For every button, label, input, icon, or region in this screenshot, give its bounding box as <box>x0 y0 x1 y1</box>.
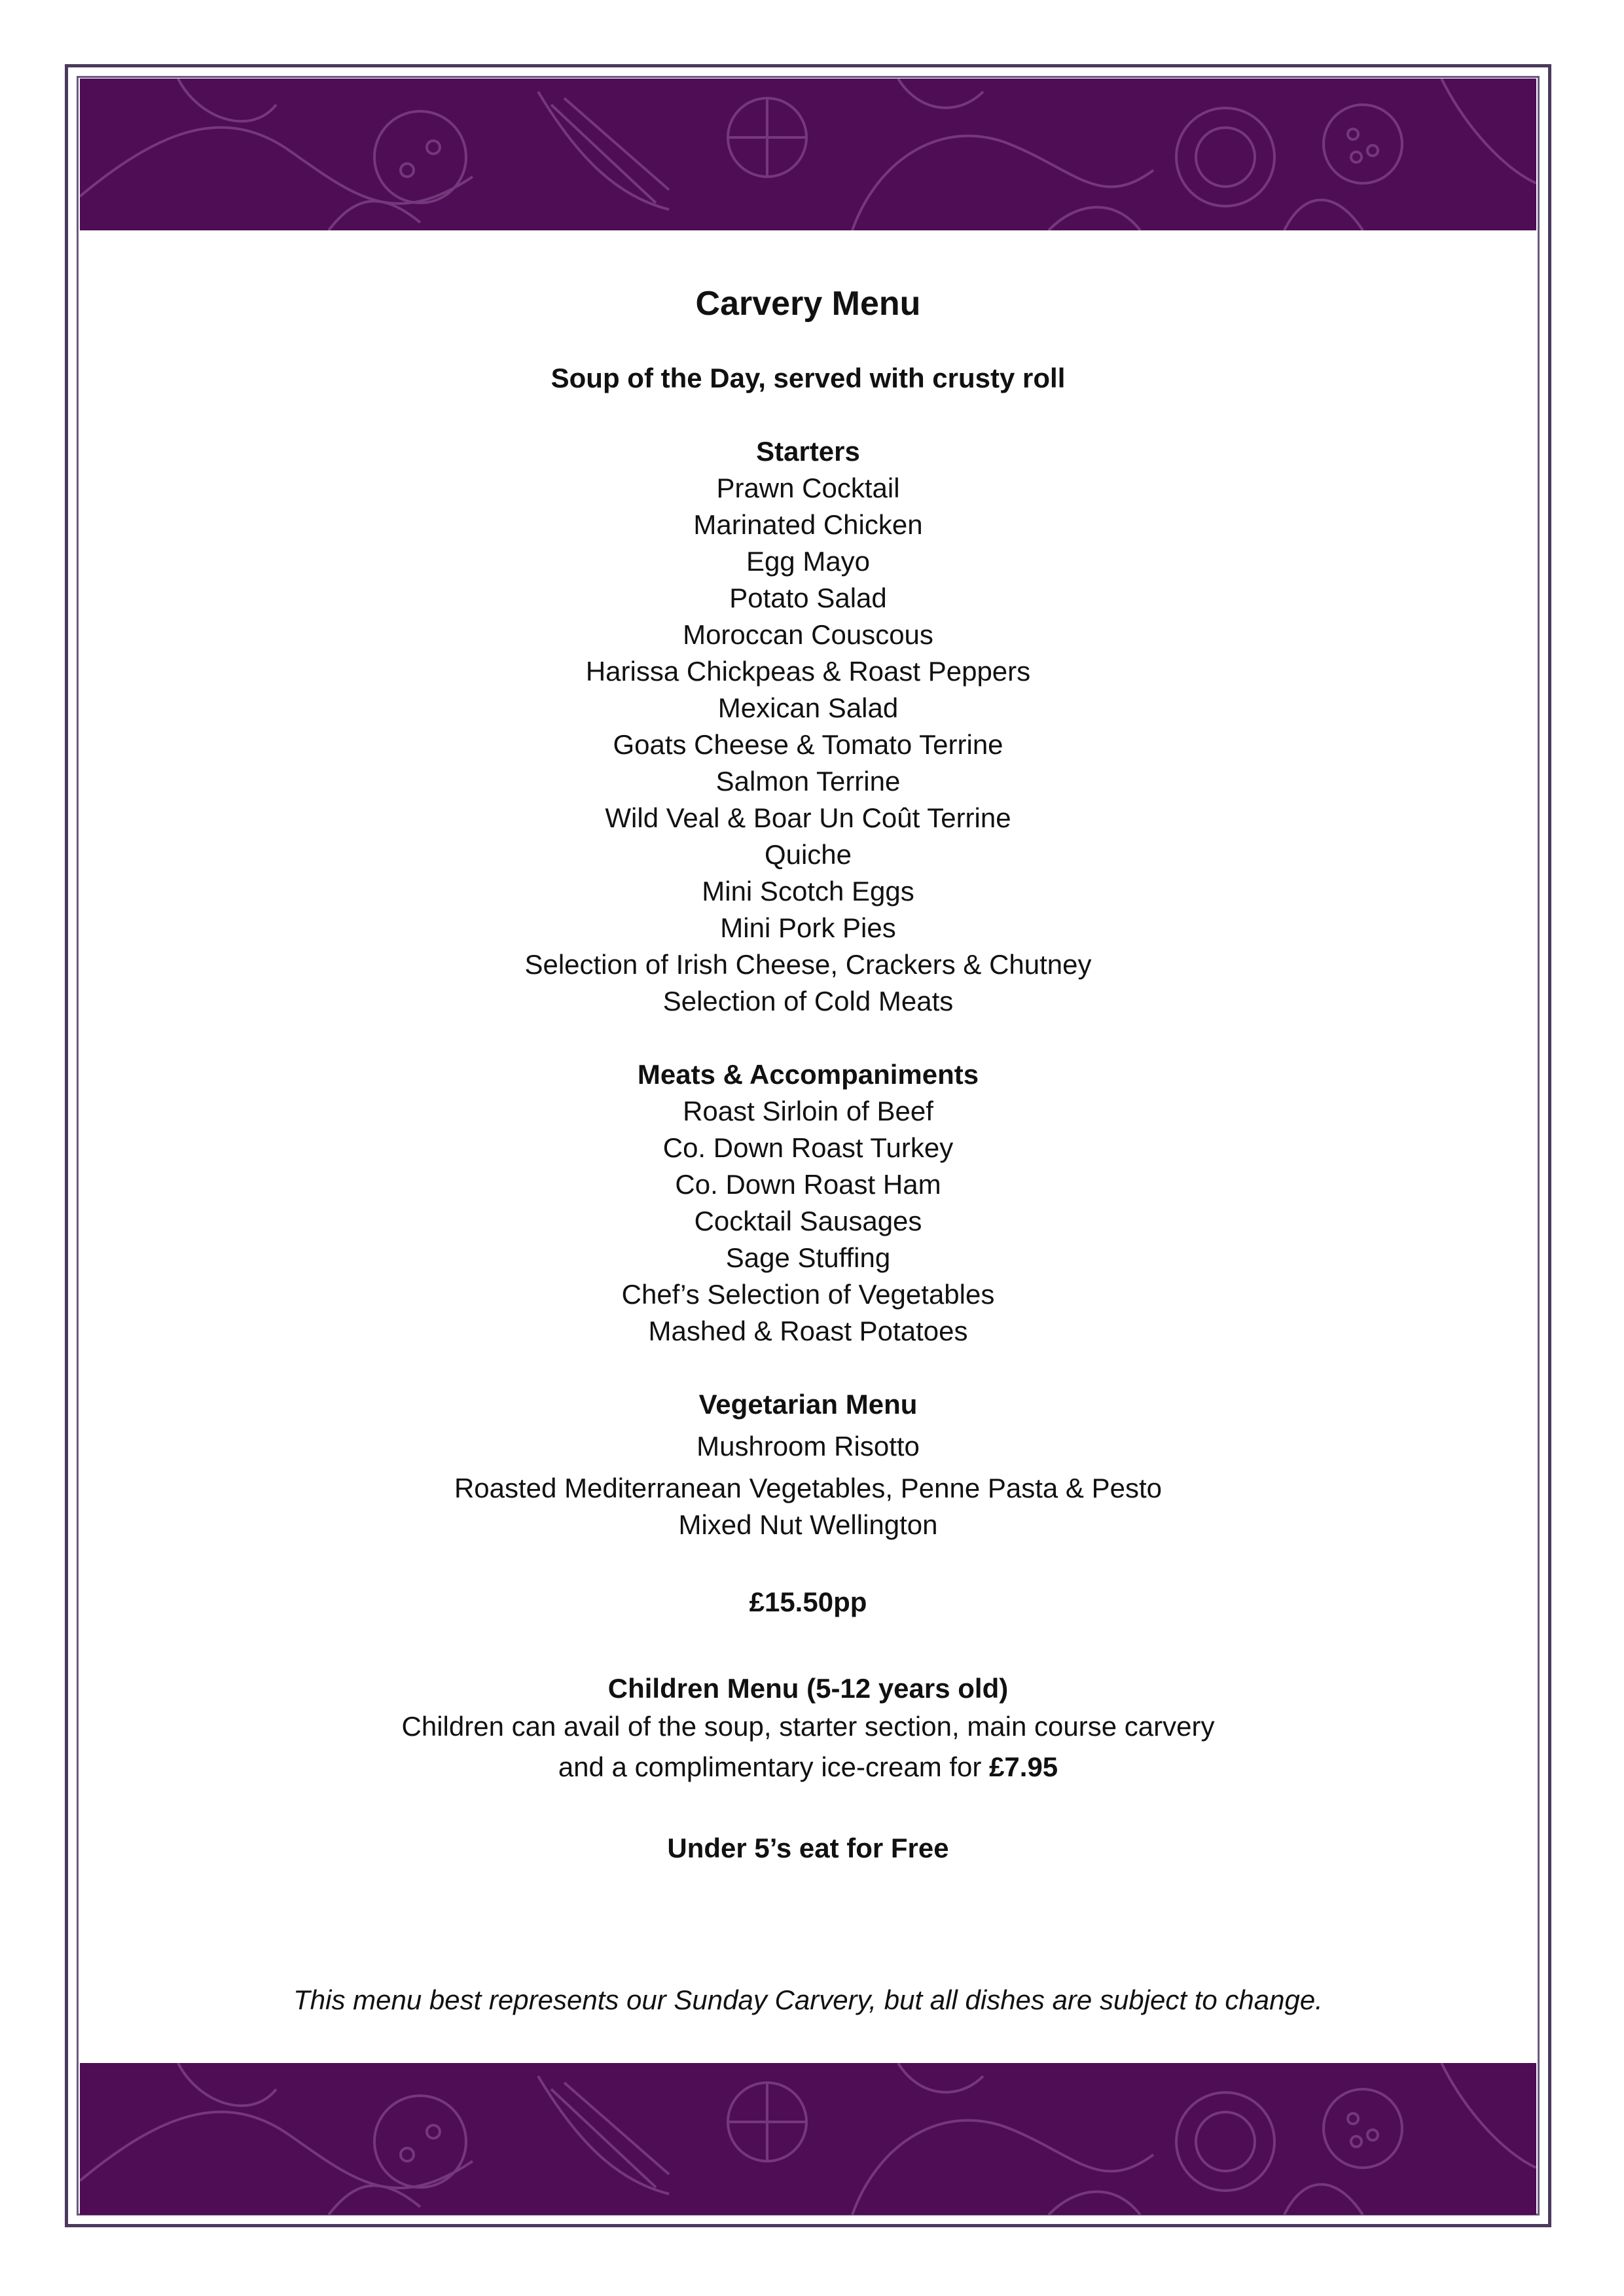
meat-item: Co. Down Roast Turkey <box>662 1132 954 1163</box>
menu-content <box>80 230 1536 2063</box>
vegetarian-item: Mixed Nut Wellington <box>678 1509 938 1540</box>
starter-item: Selection of Cold Meats <box>662 986 954 1016</box>
starter-item: Quiche <box>764 839 852 870</box>
decorative-footer-band <box>80 2063 1536 2215</box>
food-doodle-pattern <box>80 2063 1536 2215</box>
starter-item: Mexican Salad <box>717 692 899 723</box>
starter-item: Mini Pork Pies <box>720 912 896 943</box>
menu-title: Carvery Menu <box>695 285 921 323</box>
children-description: Children can avail of the soup, starter section, main course carvery <box>401 1711 1215 1742</box>
starter-item: Potato Salad <box>729 583 887 613</box>
vegetarian-item: Roasted Mediterranean Vegetables, Penne Pasta & Pesto <box>454 1473 1163 1503</box>
meats-heading: Meats & Accompaniments <box>637 1059 979 1090</box>
children-description-line2 <box>80 1749 1536 1785</box>
meat-item: Co. Down Roast Ham <box>675 1169 941 1200</box>
starter-item: Goats Cheese & Tomato Terrine <box>613 729 1003 760</box>
food-doodle-pattern <box>80 79 1536 230</box>
vegetarian-item: Mushroom Risotto <box>696 1431 920 1462</box>
starter-item: Mini Scotch Eggs <box>702 876 914 906</box>
starter-item: Selection of Irish Cheese, Crackers & Chutney <box>524 949 1092 980</box>
under-five-free: Under 5’s eat for Free <box>667 1833 949 1863</box>
meat-item: Mashed & Roast Potatoes <box>648 1316 968 1346</box>
meat-item: Sage Stuffing <box>725 1242 891 1273</box>
starter-item: Prawn Cocktail <box>716 473 900 503</box>
starter-item: Salmon Terrine <box>715 766 901 797</box>
children-price: £7.95 <box>989 1751 1058 1782</box>
starter-item: Wild Veal & Boar Un Coût Terrine <box>605 802 1011 833</box>
starter-item: Harissa Chickpeas & Roast Peppers <box>585 656 1031 687</box>
starters-heading: Starters <box>756 436 860 467</box>
disclaimer: This menu best represents our Sunday Carvery, but all dishes are subject to change. <box>293 1984 1323 2015</box>
soup-line: Soup of the Day, served with crusty roll <box>550 363 1066 393</box>
meat-item: Roast Sirloin of Beef <box>683 1096 933 1126</box>
meat-item: Chef’s Selection of Vegetables <box>621 1279 995 1310</box>
vegetarian-heading: Vegetarian Menu <box>698 1389 918 1420</box>
starter-item: Egg Mayo <box>746 546 871 577</box>
children-heading: Children Menu (5-12 years old) <box>607 1673 1009 1704</box>
meat-item: Cocktail Sausages <box>694 1206 922 1236</box>
starter-item: Moroccan Couscous <box>683 619 933 650</box>
children-offer-text: and a complimentary ice-cream for <box>558 1751 990 1782</box>
decorative-header-band <box>80 79 1536 230</box>
starter-item: Marinated Chicken <box>693 509 923 540</box>
price: £15.50pp <box>749 1587 867 1617</box>
